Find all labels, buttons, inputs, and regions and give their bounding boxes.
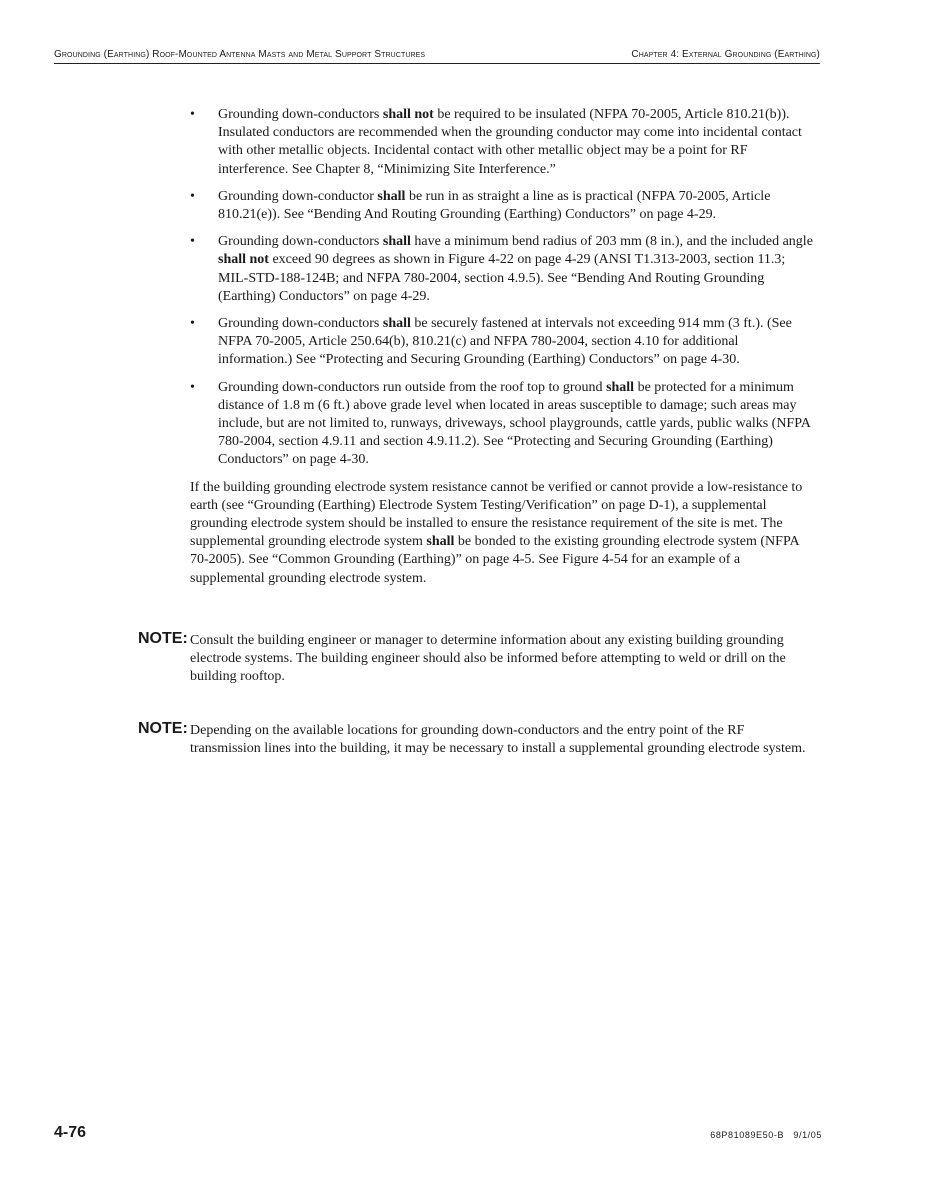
document-id-text: 68P81089E50-B 9/1/05 [710,1130,822,1140]
note-block [138,632,818,687]
list-item [190,233,816,306]
list-item-text: have a minimum bend radius of 203 mm (8 in.), and the included angle [410,234,813,250]
header-section-title: Grounding (Earthing) Roof-Mounted Antenna Masts and Metal Support Structures [54,49,426,60]
emphasis-text: shall [606,379,635,395]
list-item-text: be protected for a minimum distance of 1.8 m (6 ft.) above grade level when located in areas susceptible to damage; such areas may include, but are not limited to, runways, driveways, school playgrounds, cattle yards, public walks (NFPA 780-2004, section 4.9.11 and section 4.9.11.2). See “Protecting and Securing Grounding (Earthing) Conductors” on page 4-30. [218,379,811,468]
bullet-icon: • [190,188,195,204]
paragraph-text: be bonded to the existing grounding electrode system (NFPA 70-2005). See “Common Grounding (Earthing)” on page 4-5. See Figure 4-54 for an example of a supplemental grounding electrode system. [190,534,799,586]
page-number: 4-76 [54,1124,87,1141]
list-item-text: Grounding down-conductors [218,316,383,332]
list-item [190,315,816,370]
list-item [190,106,816,179]
list-item [190,379,816,470]
emphasis-text: shall not [218,252,269,268]
header-chapter-title: Chapter 4: External Grounding (Earthing) [631,49,820,60]
emphasis-text: shall [382,316,411,332]
bullet-icon: • [190,379,195,395]
emphasis-text: shall [377,188,406,204]
list-item [190,188,816,224]
list-item-text: Grounding down-conductors [218,234,383,250]
emphasis-text: shall not [382,107,434,122]
list-item-text: Grounding down-conductors [218,107,383,122]
list-item-text: Grounding down-conductor [218,188,378,204]
paragraph-text: If the building grounding electrode system resistance cannot be verified or cannot provide a low-resistance to earth (see “Grounding (Earthing) Electrode System Testing/Verification” on page D-1), a supplemental grounding electrode system should be installed to ensure the resistance requirement of the site is met. The supplemental grounding electrode system [190,479,803,550]
list-item-text: exceed 90 degrees as shown in Figure 4-22 on page 4-29 (ANSI T1.313-2003, section 11.3; MIL-STD-188-124B; and NFPA 780-2004, section 4.9.5). See “Bending And Routing Grounding (Earthing) Conductors” on page 4-29. [218,252,786,304]
bullet-icon: • [190,234,195,250]
note-label: NOTE: [138,630,188,647]
note-text: Consult the building engineer or manager to determine information about any existing building grounding electrode systems. The building engineer should also be informed before attempting to weld or drill on the building rooftop. [190,633,786,685]
bullet-icon: • [190,107,195,122]
list-item-text: Grounding down-conductors run outside from the roof top to ground [218,379,607,395]
emphasis-text: shall [382,234,411,250]
requirements-list [190,106,816,470]
note-block [138,722,818,758]
page-header [54,47,820,64]
note-text: Depending on the available locations for grounding down-conductors and the entry point of the RF transmission lines into the building, it may be necessary to install a supplemental grounding electrode system. [190,723,806,757]
body-content [190,106,816,588]
body-paragraph [190,479,816,588]
note-label: NOTE: [138,720,188,737]
bullet-icon: • [190,316,195,332]
emphasis-text: shall [426,534,455,550]
list-item-text: be required to be insulated (NFPA 70-2005, Article 810.21(b)). Insulated conductors are recommended when the grounding conductor may come into incidental contact with other metallic objects. Incidental contact with other metallic object may be a point for RF interference. See Chapter 8, “Minimizing Site Interference.” [218,107,802,177]
list-item-text: be run in as straight a line as is practical (NFPA 70-2005, Article 810.21(e)). See “Bending And Routing Grounding (Earthing) Conductors” on page 4-29. [218,188,771,223]
list-item-text: be securely fastened at intervals not exceeding 914 mm (3 ft.). (See NFPA 70-2005, Article 250.64(b), 810.21(c) and NFPA 780-2004, section 4.10 for additional information.) See “Protecting and Securing Grounding (Earthing) Conductors” on page 4-30. [218,316,792,368]
document-id [710,1130,822,1140]
